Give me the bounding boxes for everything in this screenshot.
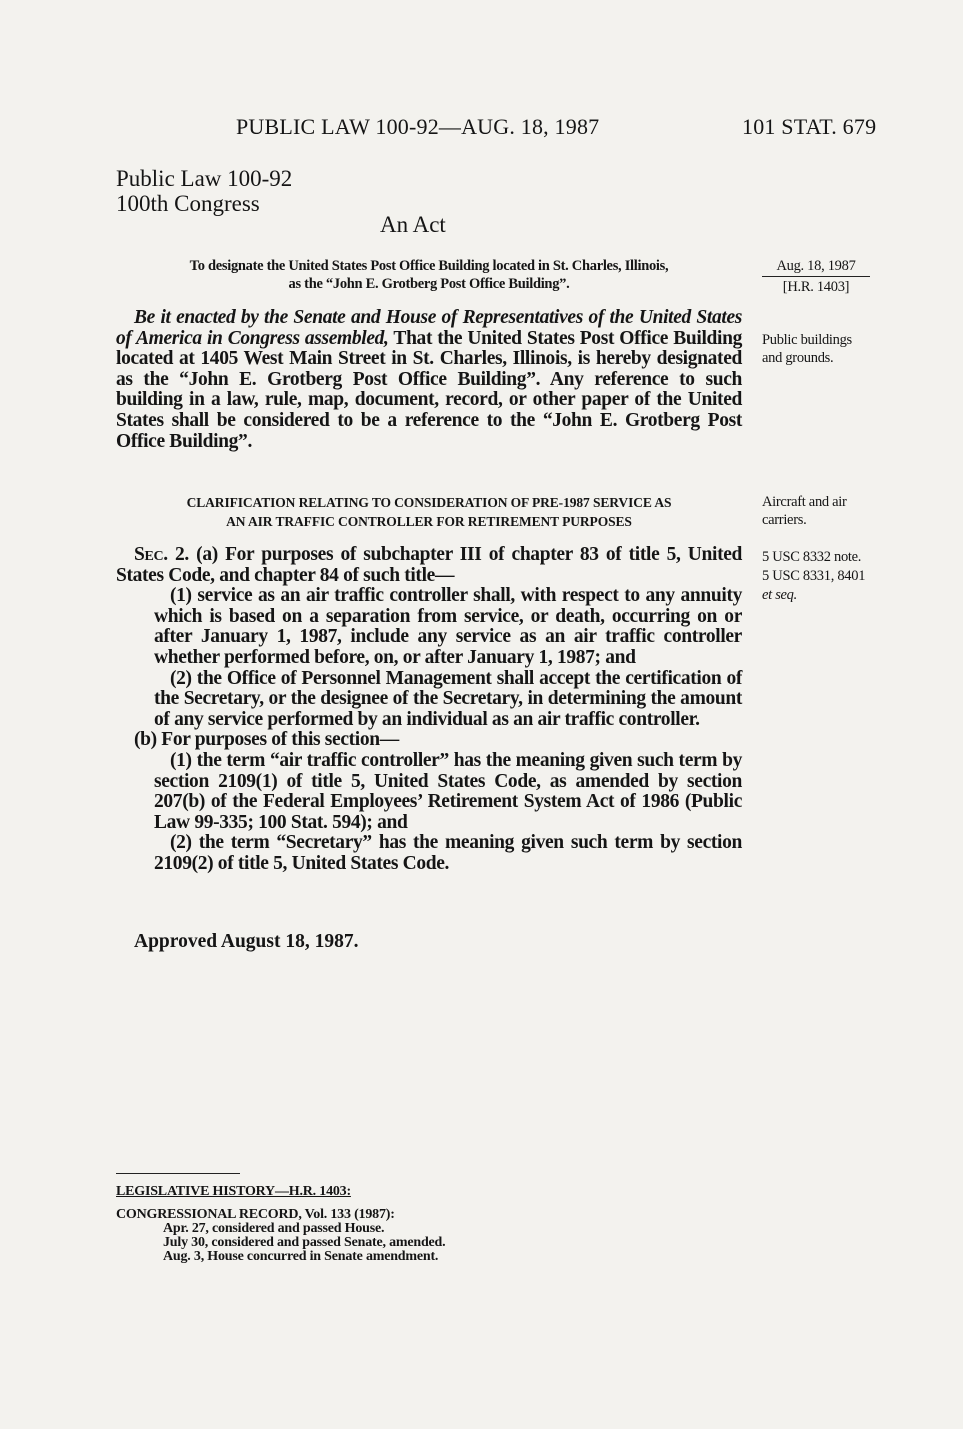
margin-line: and grounds. bbox=[762, 350, 834, 366]
enacting-clause bbox=[116, 308, 742, 452]
margin-usc-citations bbox=[762, 548, 865, 605]
legislative-history bbox=[116, 1185, 445, 1264]
usc-citation: 5 USC 8331, 8401 bbox=[762, 568, 866, 584]
section-label: Sec. 2. bbox=[134, 544, 189, 565]
margin-line: Public buildings bbox=[762, 332, 852, 348]
section-2 bbox=[116, 545, 742, 875]
margin-date-bill bbox=[762, 257, 870, 296]
margin-topic-aircraft bbox=[762, 493, 847, 529]
paragraph-b1: (1) the term “air traffic controller” has the meaning given such term by section 2109(1) of title 5, United States Code, as amended by section 207(b) of the Federal Employees’ Retirement System Act of 1986 (Public Law 99-335; 100 Stat. 594); and bbox=[154, 749, 742, 833]
congressional-record: CONGRESSIONAL RECORD, Vol. 133 (1987): bbox=[116, 1207, 395, 1222]
heading-line: CLARIFICATION RELATING TO CONSIDERATION OF PRE-1987 SERVICE AS bbox=[186, 495, 672, 510]
section-1-text: That the United States Post Office Building located at 1405 West Main Street in St. Charles, Illinois, is hereby designated as the “John E. Grotberg Post Office Building”. Any reference to such building in a law, rule, map, document, record, or other paper of the United States shall be considered to be a reference to the “John E. Grotberg Post Office Building”. bbox=[116, 327, 742, 452]
subsection-a-intro bbox=[116, 545, 742, 586]
subsection-text: (a) For purposes of subchapter III of chapter 83 of title 5, United States Code, and chapter 84 of such title— bbox=[116, 544, 743, 586]
margin-line: Aircraft and air bbox=[762, 494, 847, 510]
section-heading bbox=[116, 493, 742, 531]
public-law-number: Public Law 100-92 bbox=[116, 166, 293, 191]
act-title: An Act bbox=[380, 212, 446, 237]
heading-line: AN AIR TRAFFIC CONTROLLER FOR RETIREMENT PURPOSES bbox=[226, 514, 632, 529]
history-entry: Apr. 27, considered and passed House. bbox=[163, 1221, 385, 1236]
margin-bill-number: [H.R. 1403] bbox=[782, 279, 850, 295]
running-header-page: 101 STAT. 679 bbox=[742, 114, 877, 139]
legislative-history-title: LEGISLATIVE HISTORY—H.R. 1403: bbox=[116, 1184, 351, 1199]
margin-topic-public-buildings bbox=[762, 331, 852, 367]
margin-date: Aug. 18, 1987 bbox=[762, 257, 870, 277]
purpose-line: To designate the United States Post Office Building located in St. Charles, Illinois, bbox=[189, 258, 669, 274]
approval-date: Approved August 18, 1987. bbox=[134, 931, 359, 952]
congress-number: 100th Congress bbox=[116, 191, 260, 216]
history-entry: July 30, considered and passed Senate, amended. bbox=[163, 1235, 446, 1250]
usc-citation: 5 USC 8332 note. bbox=[762, 549, 862, 565]
paragraph-a2: (2) the Office of Personnel Management shall accept the certification of the Secretary, or the designee of the Secretary, in determining the amount of any service performed by an individual as an air traffic controller. bbox=[154, 667, 742, 730]
usc-citation: et seq. bbox=[762, 587, 797, 603]
margin-line: carriers. bbox=[762, 512, 807, 528]
paragraph-b2: (2) the term “Secretary” has the meaning given such term by section 2109(2) of title 5, United States Code. bbox=[154, 832, 742, 874]
purpose-line: as the “John E. Grotberg Post Office Building”. bbox=[288, 276, 570, 292]
history-entry: Aug. 3, House concurred in Senate amendment. bbox=[163, 1249, 439, 1264]
subsection-b-intro: (b) For purposes of this section— bbox=[134, 729, 399, 751]
running-header-left: PUBLIC LAW 100-92—AUG. 18, 1987 bbox=[236, 114, 600, 139]
act-purpose bbox=[116, 257, 742, 293]
enacting-formula: Be it enacted by the Senate and House of Representatives of the United States of America in Congress assembled, bbox=[116, 307, 742, 349]
paragraph-a1: (1) service as an air traffic controller shall, with respect to any annuity which is based on a separation from service, or death, occurring on or after January 1, 1987, include any service as an air traffic controller whether performed before, on, or after January 1, 1987; and bbox=[154, 585, 742, 668]
divider bbox=[116, 1173, 240, 1174]
